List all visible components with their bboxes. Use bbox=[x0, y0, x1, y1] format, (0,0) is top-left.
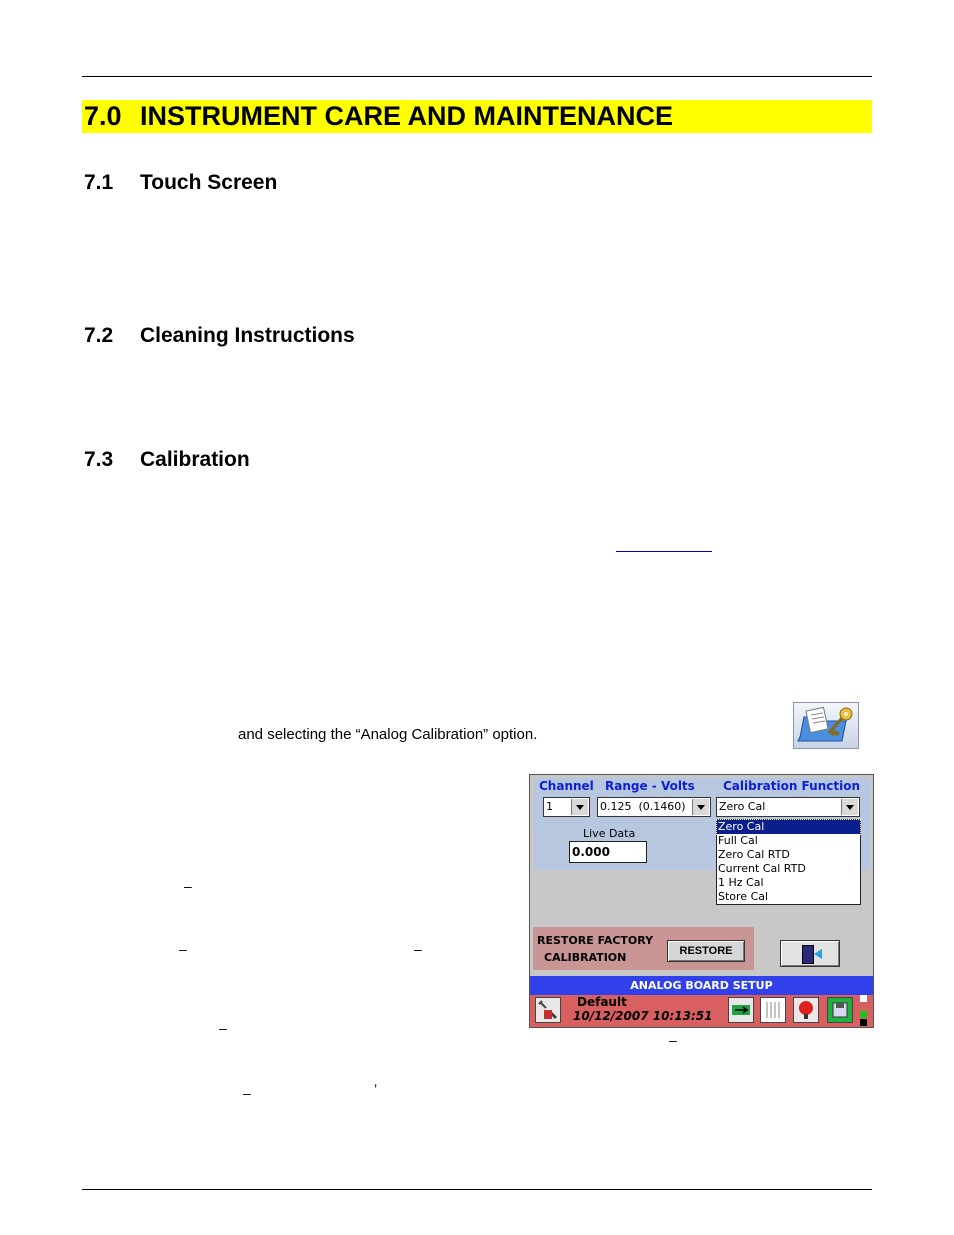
alarm-icon[interactable] bbox=[793, 997, 819, 1023]
range-label: Range - Volts bbox=[605, 779, 695, 793]
range-value: 0.125 (0.1460) bbox=[600, 800, 686, 813]
dash-fragment: – bbox=[184, 878, 192, 894]
list-item[interactable]: Zero Cal bbox=[717, 820, 860, 834]
screen-title-bar: ANALOG BOARD SETUP bbox=[530, 976, 873, 995]
restore-label-line: CALIBRATION bbox=[544, 951, 627, 964]
channel-label: Channel bbox=[539, 779, 594, 793]
dash-fragment: – bbox=[414, 941, 422, 957]
calibration-function-label: Calibration Function bbox=[723, 779, 860, 793]
led-indicator bbox=[860, 1019, 867, 1026]
calibration-function-select[interactable] bbox=[716, 797, 860, 817]
analog-calibration-instruction: and selecting the “Analog Calibration” option. bbox=[238, 726, 538, 743]
dash-fragment: – bbox=[219, 1020, 227, 1036]
led-indicator bbox=[860, 1011, 867, 1018]
restore-button[interactable]: RESTORE bbox=[667, 940, 745, 962]
chevron-down-icon[interactable] bbox=[692, 799, 709, 815]
list-item[interactable]: Store Cal bbox=[718, 890, 769, 903]
header-rule bbox=[82, 76, 872, 77]
channel-value: 1 bbox=[546, 800, 553, 813]
dash-fragment: – bbox=[179, 941, 187, 957]
channel-select[interactable] bbox=[543, 797, 590, 817]
list-item[interactable]: Current Cal RTD bbox=[718, 862, 806, 875]
list-item[interactable]: 1 Hz Cal bbox=[718, 876, 764, 889]
arrow-left-icon bbox=[814, 949, 822, 959]
led-indicator bbox=[860, 1003, 867, 1010]
restore-label-line: RESTORE FACTORY bbox=[537, 934, 654, 947]
save-icon[interactable] bbox=[827, 997, 853, 1023]
status-datetime: 10/12/2007 10:13:51 bbox=[573, 1009, 713, 1023]
led-indicator bbox=[860, 995, 867, 1002]
chapter-title: INSTRUMENT CARE AND MAINTENANCE bbox=[140, 101, 673, 131]
status-leds bbox=[860, 995, 867, 1025]
analog-board-setup-screenshot bbox=[529, 774, 874, 1028]
status-bar bbox=[530, 995, 873, 1027]
folder-key-icon[interactable] bbox=[793, 702, 859, 749]
calibration-function-list[interactable] bbox=[716, 819, 861, 905]
chapter-heading bbox=[82, 100, 872, 133]
live-data-label: Live Data bbox=[583, 827, 636, 840]
exit-door-icon bbox=[802, 945, 814, 964]
dash-fragment: – bbox=[243, 1085, 251, 1101]
section-number: 7.3 bbox=[84, 448, 114, 471]
hyperlink-underline[interactable] bbox=[616, 551, 712, 552]
calibration-function-value: Zero Cal bbox=[719, 800, 766, 813]
restore-factory-panel bbox=[533, 927, 754, 970]
section-number: 7.2 bbox=[84, 324, 114, 347]
chevron-down-icon[interactable] bbox=[571, 799, 588, 815]
apostrophe-fragment: ’ bbox=[374, 1081, 378, 1097]
footer-rule bbox=[82, 1189, 872, 1190]
live-data-field: 0.000 bbox=[569, 841, 647, 863]
list-item[interactable]: Full Cal bbox=[718, 834, 758, 847]
section-number: 7.1 bbox=[84, 171, 114, 194]
exit-button[interactable] bbox=[780, 940, 840, 967]
range-select[interactable] bbox=[597, 797, 711, 817]
section-title: Calibration bbox=[140, 448, 250, 471]
restore-factory-label bbox=[537, 932, 653, 966]
section-title: Touch Screen bbox=[140, 171, 278, 194]
tools-icon[interactable] bbox=[535, 997, 561, 1023]
dash-fragment: – bbox=[669, 1032, 677, 1048]
chapter-number: 7.0 bbox=[84, 101, 122, 131]
list-item[interactable]: Zero Cal RTD bbox=[718, 848, 790, 861]
chevron-down-icon[interactable] bbox=[841, 799, 858, 815]
profile-name: Default bbox=[577, 995, 627, 1009]
notebook-icon[interactable] bbox=[760, 997, 786, 1023]
transfer-icon[interactable] bbox=[728, 997, 754, 1023]
section-title: Cleaning Instructions bbox=[140, 324, 355, 347]
